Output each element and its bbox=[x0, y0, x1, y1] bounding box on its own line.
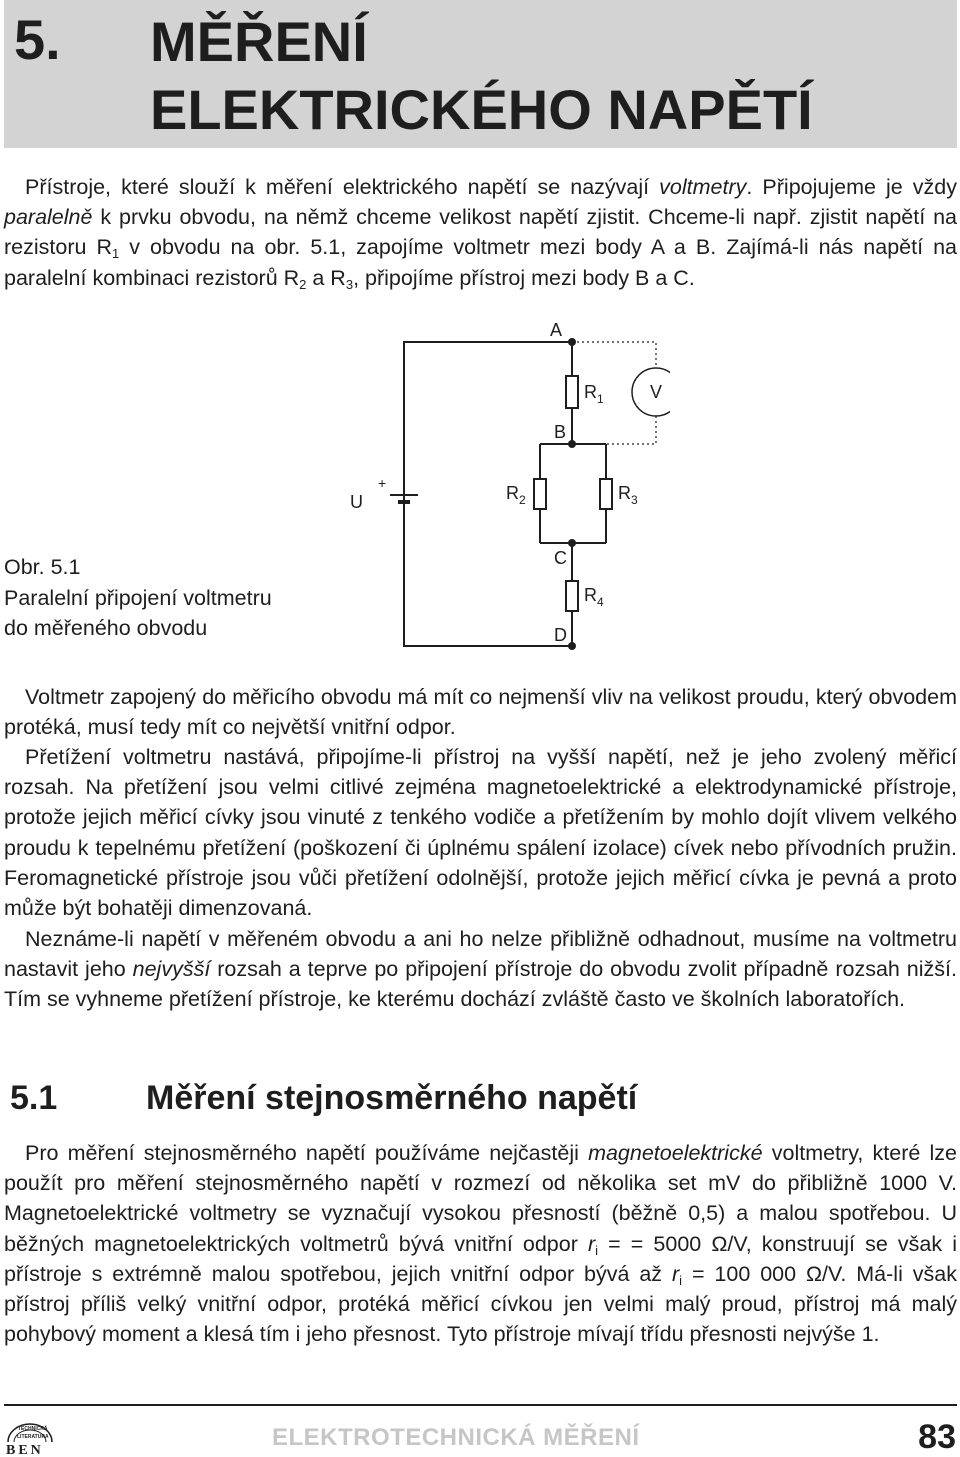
emphasis-magnetoelektricke: magnetoelektrické bbox=[588, 1141, 763, 1165]
label-a: A bbox=[550, 320, 563, 340]
footer-divider bbox=[4, 1404, 957, 1406]
emphasis-paralelne: paralelně bbox=[4, 205, 93, 230]
logo-mid-text: LITERATURA bbox=[17, 1434, 49, 1440]
logo-top-text: TECHNICKÁ bbox=[18, 1426, 48, 1432]
chapter-number: 5. bbox=[14, 8, 61, 71]
node-b bbox=[568, 440, 576, 448]
resistor-r3 bbox=[600, 479, 612, 509]
emphasis-voltmetry: voltmetry bbox=[659, 175, 747, 199]
label-c: C bbox=[554, 548, 567, 568]
section-title: Měření stejnosměrného napětí bbox=[146, 1079, 638, 1117]
figure-caption-line1: Paralelní připojení voltmetru bbox=[4, 585, 272, 610]
label-b: B bbox=[554, 422, 567, 442]
footer-book-title: ELEKTROTECHNICKÁ MĚŘENÍ bbox=[272, 1424, 640, 1451]
node-c bbox=[568, 539, 576, 547]
node-a bbox=[568, 338, 576, 346]
label-d: D bbox=[554, 625, 567, 645]
label-r3: $R_3$ bbox=[618, 483, 638, 507]
resistor-r2 bbox=[534, 479, 546, 509]
node-d bbox=[568, 642, 576, 650]
figure-caption-line2: do měřeného obvodu bbox=[4, 616, 208, 640]
label-voltmeter: V bbox=[650, 382, 663, 402]
logo-text: BEN bbox=[6, 1443, 44, 1456]
paragraph-2: Přetížení voltmetru nastává, připojíme-li přístroj na vyšší napětí, než je jeho zvolený měřicí rozsah. Na přetížení jsou velmi citlivé zejména magnetoelektrické a elektrodynamické přístroje, protože jejich měřicí cívky jsou vinuté z tenkého vodiče a přetížením by mohlo dojít vlivem velkého proudu k tepelnému přetížení (poškození či úplnému spálení izolace) cívek nebo přívodních pružin. Feromagnetické přístroje jsou vůči přetížení odolnější, protože jejich měřicí cívka je pevná a proto může být bohatěji dimenzovaná. bbox=[4, 745, 957, 921]
label-r1: $R_1$ bbox=[584, 382, 604, 406]
label-plus: + bbox=[378, 475, 387, 491]
resistor-r1 bbox=[566, 376, 578, 408]
chapter-title-line2: ELEKTRICKÉHO NAPĚTÍ bbox=[150, 78, 813, 141]
label-r2: $R_2$ bbox=[506, 483, 526, 507]
chapter-title-line1: MĚŘENÍ bbox=[150, 10, 368, 73]
resistor-r4 bbox=[566, 581, 578, 611]
chapter-title bbox=[150, 8, 813, 144]
figure-label: Obr. 5.1 bbox=[4, 555, 81, 579]
wire-left bbox=[404, 527, 572, 646]
chapter-header bbox=[4, 0, 957, 148]
publisher-logo bbox=[2, 1416, 58, 1456]
paragraph-1: Voltmetr zapojený do měřicího obvodu má mít co nejmenší vliv na velikost proudu, který obvodem protéká, musí tedy mít co největší vnitřní odpor. bbox=[4, 685, 957, 740]
figure-caption bbox=[4, 552, 272, 644]
voltmeter-lead-b bbox=[572, 414, 656, 444]
page-number: 83 bbox=[918, 1418, 956, 1456]
intro-paragraph: Přístroje, které slouží k měření elektrického napětí se nazývají voltmetry. Připojujeme je vždy paralelně k prvku obvodu, na němž chceme velikost napětí zjistit. Chceme-li např. zjistit napětí na rezistoru $R_1$ v obvodu na obr. 5.1, zapojíme voltmetr mezi body A a B. Zajímá-li nás napětí na paralelní kombinaci rezistorů $R_2$ a $R_3$, připojíme přístroj mezi body B a C. bbox=[4, 175, 957, 292]
circuit-diagram bbox=[340, 318, 670, 663]
paragraph-4: Pro měření stejnosměrného napětí používáme nejčastěji magnetoelektrické voltmetry, které lze použít pro měření stejnosměrného napětí v rozmezí od několika set mV do přibližně 1000 V. Magnetoelektrické voltmetry se vyznačují vysokou přesností (běžně 0,5) a malou spotřebou. U běžných magnetoelektrických voltmetrů bývá vnitřní odpor $r_i$ = = 5000 Ω/V, konstruují se však i přístroje s extrémně malou spotřebou, jejich vnitřní odpor bývá až $r_i = 100$ 000 Ω/V. Má-li však přístroj příliš velký vnitřní odpor, protéká měřicí cívkou jen velmi malý proud, přístroj má malý pohybový moment a klesá tím i jeho přesnost. Tyto přístroje mívají třídu přesnosti nejvýše 1. bbox=[4, 1141, 957, 1347]
label-u: U bbox=[350, 492, 363, 512]
label-r4: $R_4$ bbox=[584, 585, 604, 609]
paragraph-3: Neznáme-li napětí v měřeném obvodu a ani ho nelze přibližně odhadnout, musíme na voltmetru nastavit jeho nejvyšší rozsah a teprve po připojení přístroje do obvodu zvolit případně rozsah nižší. Tím se vyhneme přetížení přístroje, ke kterému dochází zvláště často ve školních laboratořích. bbox=[4, 927, 957, 1012]
section-number: 5.1 bbox=[10, 1079, 58, 1117]
emphasis-nejvyssi: nejvyšší bbox=[132, 957, 211, 982]
